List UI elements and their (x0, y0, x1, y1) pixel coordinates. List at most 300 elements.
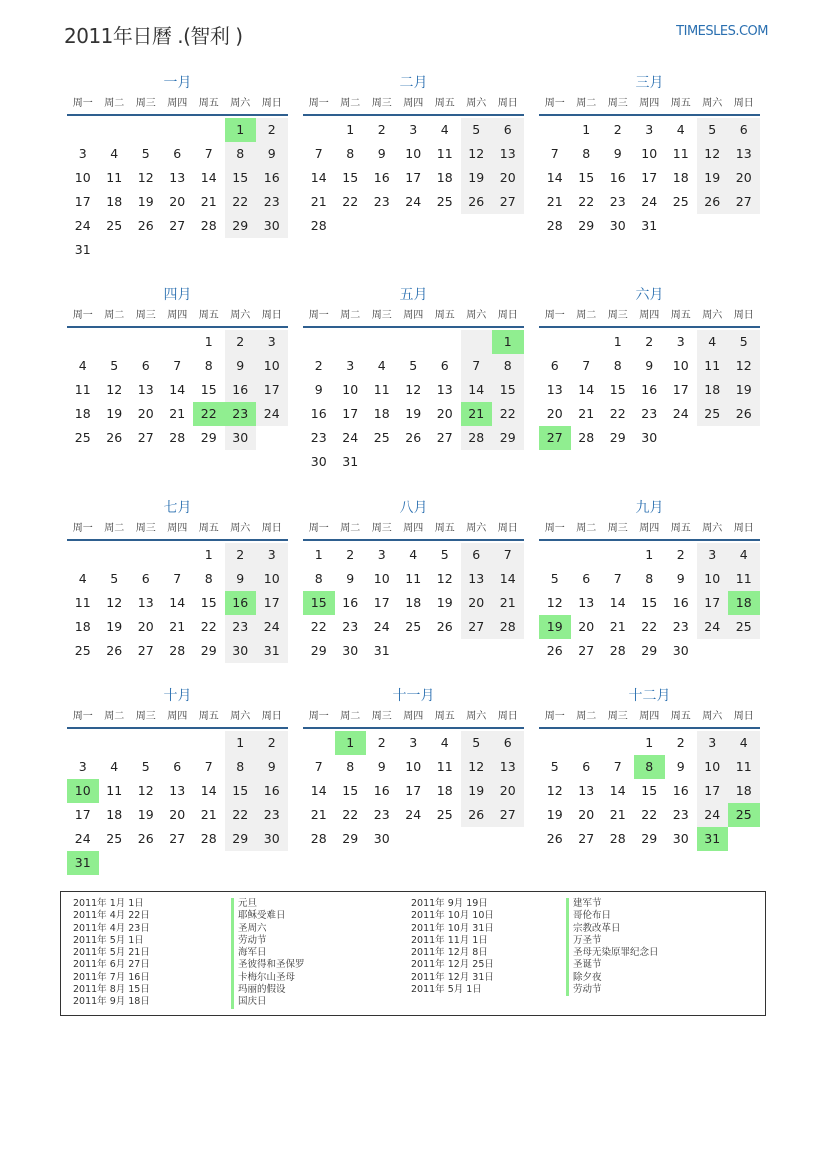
month-10 (67, 685, 288, 875)
day-cell: 19 (461, 779, 493, 803)
empty-cell (256, 238, 288, 262)
holiday-entry: 国庆日 (238, 996, 267, 1008)
holiday-entry: 2011年 10月 31日 (411, 922, 494, 934)
weekday-label: 周五 (670, 310, 691, 321)
empty-cell (225, 238, 257, 262)
weekday-label: 周二 (576, 711, 597, 722)
day-cell: 20 (578, 807, 595, 822)
empty-cell (429, 827, 461, 851)
day-cell: 22 (225, 803, 257, 827)
day-cell: 3 (78, 759, 87, 774)
empty-cell (429, 330, 461, 354)
empty-cell (99, 731, 131, 755)
day-cell: 30 (342, 643, 359, 658)
weekday-label: 周五 (434, 523, 455, 534)
day-cell: 21 (200, 807, 217, 822)
day-cell: 2 (645, 334, 654, 349)
empty-cell (225, 851, 257, 875)
day-cell: 3 (697, 731, 729, 755)
day-cell: 9 (377, 759, 386, 774)
day-cell: 19 (137, 807, 154, 822)
day-cell: 4 (110, 759, 119, 774)
day-cell: 3 (409, 122, 418, 137)
day-cell: 21 (169, 619, 186, 634)
empty-cell (193, 238, 225, 262)
day-cell: 20 (137, 619, 154, 634)
day-cell: 20 (546, 406, 563, 421)
day-cell: 26 (728, 402, 760, 426)
day-cell: 5 (461, 731, 493, 755)
weekday-label: 周二 (576, 98, 597, 109)
day-cell: 23 (641, 406, 658, 421)
weekday-label: 周一 (308, 523, 329, 534)
day-cell: 25 (728, 803, 760, 827)
day-cell: 21 (310, 807, 327, 822)
day-cell: 10 (67, 779, 99, 803)
day-cell: 8 (634, 755, 666, 779)
day-cell: 13 (137, 382, 154, 397)
day-cell: 1 (645, 735, 654, 750)
month-1 (67, 72, 288, 262)
day-cell: 23 (609, 194, 626, 209)
day-cell: 6 (728, 118, 760, 142)
empty-cell (335, 214, 367, 238)
empty-cell (366, 330, 398, 354)
day-cell: 29 (641, 643, 658, 658)
day-cell: 14 (169, 382, 186, 397)
empty-cell (67, 330, 99, 354)
empty-cell (398, 330, 430, 354)
weekday-label: 周一 (544, 310, 565, 321)
day-cell: 14 (609, 783, 626, 798)
day-cell: 21 (492, 591, 524, 615)
weekday-label: 周日 (261, 310, 282, 321)
day-cell: 17 (405, 783, 422, 798)
weekday-header (67, 707, 288, 729)
day-cell: 19 (697, 166, 729, 190)
weekday-label: 周二 (340, 523, 361, 534)
day-cell: 28 (609, 831, 626, 846)
day-cell: 18 (405, 595, 422, 610)
weekday-label: 周五 (198, 523, 219, 534)
weekday-label: 周四 (403, 523, 424, 534)
holiday-entry: 耶稣受难日 (238, 910, 286, 922)
weekday-label: 周一 (544, 98, 565, 109)
day-cell: 8 (492, 354, 524, 378)
day-cell: 23 (373, 807, 390, 822)
day-cell: 27 (169, 218, 186, 233)
weekday-label: 周一 (308, 310, 329, 321)
day-cell: 26 (461, 803, 493, 827)
day-cell: 19 (106, 619, 123, 634)
day-cell: 6 (440, 358, 449, 373)
day-grid (539, 543, 760, 663)
day-grid (67, 731, 288, 875)
day-cell: 2 (225, 543, 257, 567)
day-cell: 9 (676, 759, 685, 774)
day-cell: 9 (225, 567, 257, 591)
month-7 (67, 497, 288, 663)
day-cell: 17 (256, 591, 288, 615)
day-cell: 25 (106, 831, 123, 846)
holiday-entry: 圣母无染原罪纪念日 (573, 947, 659, 959)
empty-cell (602, 731, 634, 755)
day-cell: 31 (641, 218, 658, 233)
weekday-header (67, 306, 288, 328)
day-cell: 20 (492, 779, 524, 803)
holiday-entry: 宗教改革日 (573, 922, 621, 934)
day-cell: 14 (200, 170, 217, 185)
weekday-label: 周六 (230, 711, 251, 722)
day-cell: 27 (728, 190, 760, 214)
empty-cell (193, 118, 225, 142)
day-cell: 30 (641, 430, 658, 445)
day-cell: 24 (641, 194, 658, 209)
day-cell: 10 (74, 170, 91, 185)
day-cell: 24 (373, 619, 390, 634)
day-cell: 21 (609, 619, 626, 634)
day-cell: 18 (436, 783, 453, 798)
day-cell: 16 (225, 591, 257, 615)
weekday-header (67, 94, 288, 116)
day-cell: 5 (141, 759, 150, 774)
day-cell: 22 (193, 402, 225, 426)
day-cell: 26 (436, 619, 453, 634)
day-cell: 8 (582, 146, 591, 161)
day-cell: 20 (436, 406, 453, 421)
empty-cell (366, 450, 398, 474)
day-cell: 27 (492, 803, 524, 827)
day-cell: 24 (342, 430, 359, 445)
day-cell: 21 (310, 194, 327, 209)
day-cell: 30 (672, 643, 689, 658)
day-cell: 13 (436, 382, 453, 397)
holiday-names-col-1 (231, 898, 305, 1009)
day-cell: 25 (106, 218, 123, 233)
month-name: 九月 (635, 500, 664, 516)
day-cell: 29 (225, 827, 257, 851)
day-cell: 21 (200, 194, 217, 209)
day-cell: 31 (67, 851, 99, 875)
weekday-label: 周三 (135, 310, 156, 321)
day-grid (539, 118, 760, 238)
weekday-label: 周六 (466, 711, 487, 722)
weekday-label: 周一 (308, 711, 329, 722)
day-cell: 22 (641, 807, 658, 822)
empty-cell (99, 851, 131, 875)
empty-cell (539, 330, 571, 354)
day-cell: 9 (676, 571, 685, 586)
day-cell: 9 (377, 146, 386, 161)
day-cell: 13 (137, 595, 154, 610)
empty-cell (461, 639, 493, 663)
day-cell: 14 (578, 382, 595, 397)
month-name: 八月 (399, 500, 428, 516)
day-cell: 4 (440, 735, 449, 750)
day-cell: 27 (578, 831, 595, 846)
month-4 (67, 284, 288, 450)
day-cell: 20 (578, 619, 595, 634)
empty-cell (571, 330, 603, 354)
day-cell: 15 (342, 783, 359, 798)
day-cell: 19 (137, 194, 154, 209)
day-cell: 8 (346, 759, 355, 774)
weekday-label: 周五 (670, 711, 691, 722)
weekday-label: 周日 (261, 523, 282, 534)
day-cell: 3 (377, 547, 386, 562)
day-cell: 12 (405, 382, 422, 397)
day-cell: 1 (204, 334, 213, 349)
month-name: 二月 (399, 75, 428, 91)
weekday-label: 周六 (230, 523, 251, 534)
day-cell: 12 (436, 571, 453, 586)
day-cell: 18 (672, 170, 689, 185)
holiday-entry: 元旦 (238, 898, 258, 909)
day-cell: 8 (613, 358, 622, 373)
weekday-label: 周日 (497, 523, 518, 534)
empty-cell (429, 450, 461, 474)
day-cell: 16 (672, 783, 689, 798)
day-cell: 22 (225, 190, 257, 214)
day-cell: 3 (409, 735, 418, 750)
weekday-label: 周一 (72, 98, 93, 109)
day-cell: 16 (225, 378, 257, 402)
empty-cell (67, 731, 99, 755)
day-cell: 4 (377, 358, 386, 373)
day-cell: 24 (256, 402, 288, 426)
day-cell: 21 (578, 406, 595, 421)
day-cell: 18 (74, 619, 91, 634)
day-cell: 22 (200, 619, 217, 634)
day-cell: 9 (256, 755, 288, 779)
day-cell: 16 (373, 170, 390, 185)
empty-cell (539, 118, 571, 142)
day-cell: 25 (672, 194, 689, 209)
day-cell: 1 (613, 334, 622, 349)
day-cell: 3 (346, 358, 355, 373)
empty-cell (461, 450, 493, 474)
day-cell: 27 (461, 615, 493, 639)
day-cell: 30 (672, 831, 689, 846)
day-cell: 12 (461, 755, 493, 779)
day-cell: 21 (609, 807, 626, 822)
empty-cell (162, 851, 194, 875)
day-cell: 14 (546, 170, 563, 185)
empty-cell (539, 543, 571, 567)
day-cell: 29 (609, 430, 626, 445)
empty-cell (130, 851, 162, 875)
weekday-label: 周二 (340, 711, 361, 722)
holiday-entry: 2011年 12月 31日 (411, 971, 494, 983)
day-cell: 14 (461, 378, 493, 402)
day-cell: 20 (728, 166, 760, 190)
day-cell: 12 (728, 354, 760, 378)
day-cell: 15 (578, 170, 595, 185)
day-cell: 29 (578, 218, 595, 233)
day-cell: 27 (539, 426, 571, 450)
empty-cell (492, 214, 524, 238)
month-12 (539, 685, 760, 851)
day-cell: 23 (672, 619, 689, 634)
weekday-label: 周三 (135, 98, 156, 109)
holiday-entry: 海军日 (238, 947, 267, 959)
month-11 (303, 685, 524, 851)
day-cell: 11 (74, 595, 91, 610)
day-cell: 28 (310, 218, 327, 233)
weekday-label: 周日 (733, 310, 754, 321)
day-cell: 3 (256, 543, 288, 567)
empty-cell (697, 639, 729, 663)
weekday-label: 周四 (639, 523, 660, 534)
day-cell: 16 (672, 595, 689, 610)
day-cell: 18 (106, 194, 123, 209)
empty-cell (162, 330, 194, 354)
day-cell: 30 (310, 454, 327, 469)
day-cell: 30 (225, 426, 257, 450)
day-cell: 16 (310, 406, 327, 421)
day-cell: 15 (303, 591, 335, 615)
day-cell: 2 (613, 122, 622, 137)
day-cell: 28 (609, 643, 626, 658)
day-cell: 18 (728, 591, 760, 615)
day-cell: 26 (461, 190, 493, 214)
holiday-entry: 万圣节 (573, 934, 602, 946)
weekday-label: 周四 (167, 98, 188, 109)
day-cell: 27 (169, 831, 186, 846)
day-cell: 18 (728, 779, 760, 803)
day-cell: 10 (641, 146, 658, 161)
day-cell: 10 (405, 759, 422, 774)
day-cell: 13 (169, 170, 186, 185)
day-cell: 22 (578, 194, 595, 209)
day-cell: 26 (546, 831, 563, 846)
day-cell: 29 (310, 643, 327, 658)
day-cell: 8 (645, 571, 654, 586)
day-cell: 16 (373, 783, 390, 798)
day-cell: 3 (645, 122, 654, 137)
empty-cell (193, 731, 225, 755)
day-cell: 31 (373, 643, 390, 658)
empty-cell (256, 426, 288, 450)
day-cell: 11 (728, 755, 760, 779)
day-cell: 7 (550, 146, 559, 161)
day-cell: 29 (200, 430, 217, 445)
day-cell: 12 (697, 142, 729, 166)
day-cell: 25 (436, 807, 453, 822)
empty-cell (162, 118, 194, 142)
day-cell: 28 (461, 426, 493, 450)
weekday-label: 周一 (544, 523, 565, 534)
day-cell: 12 (137, 170, 154, 185)
empty-cell (193, 851, 225, 875)
day-cell: 22 (641, 619, 658, 634)
day-cell: 7 (173, 358, 182, 373)
day-cell: 28 (546, 218, 563, 233)
day-cell: 9 (256, 142, 288, 166)
weekday-label: 周三 (371, 310, 392, 321)
empty-cell (366, 214, 398, 238)
day-cell: 5 (550, 571, 559, 586)
weekday-label: 周四 (403, 310, 424, 321)
day-cell: 6 (492, 731, 524, 755)
day-cell: 25 (436, 194, 453, 209)
weekday-label: 周四 (403, 711, 424, 722)
day-cell: 23 (256, 190, 288, 214)
weekday-header (539, 519, 760, 541)
day-cell: 4 (409, 547, 418, 562)
day-cell: 5 (728, 330, 760, 354)
empty-cell (335, 330, 367, 354)
day-cell: 2 (225, 330, 257, 354)
day-cell: 14 (200, 783, 217, 798)
weekday-label: 周五 (434, 98, 455, 109)
day-cell: 5 (409, 358, 418, 373)
day-cell: 1 (492, 330, 524, 354)
day-cell: 22 (342, 807, 359, 822)
day-cell: 16 (256, 779, 288, 803)
day-cell: 3 (676, 334, 685, 349)
day-cell: 4 (728, 731, 760, 755)
weekday-label: 周二 (104, 98, 125, 109)
page-title: 2011年日曆 .(智利 ) (64, 24, 243, 48)
month-6 (539, 284, 760, 450)
holiday-entry: 劳动节 (573, 984, 602, 996)
day-grid (539, 731, 760, 851)
empty-cell (162, 543, 194, 567)
weekday-label: 周三 (607, 523, 628, 534)
day-cell: 10 (373, 571, 390, 586)
day-cell: 4 (697, 330, 729, 354)
empty-cell (398, 639, 430, 663)
day-cell: 25 (728, 615, 760, 639)
day-cell: 4 (676, 122, 685, 137)
empty-cell (492, 639, 524, 663)
day-cell: 9 (645, 358, 654, 373)
day-cell: 17 (641, 170, 658, 185)
day-cell: 5 (141, 146, 150, 161)
day-cell: 8 (225, 142, 257, 166)
day-cell: 13 (578, 783, 595, 798)
holiday-entry: 2011年 7月 16日 (73, 971, 150, 983)
day-cell: 23 (342, 619, 359, 634)
site-name[interactable]: TIMESLES.COM (676, 24, 768, 39)
weekday-label: 周日 (497, 310, 518, 321)
weekday-label: 周五 (670, 523, 691, 534)
day-cell: 1 (582, 122, 591, 137)
empty-cell (539, 731, 571, 755)
day-cell: 8 (225, 755, 257, 779)
holiday-entry: 哥伦布日 (573, 910, 612, 922)
holiday-list (60, 891, 766, 1016)
day-cell: 15 (609, 382, 626, 397)
day-cell: 10 (697, 567, 729, 591)
day-cell: 15 (200, 595, 217, 610)
day-cell: 16 (256, 166, 288, 190)
weekday-label: 周六 (702, 523, 723, 534)
day-cell: 24 (697, 615, 729, 639)
day-cell: 27 (137, 430, 154, 445)
day-cell: 13 (169, 783, 186, 798)
weekday-label: 周三 (371, 98, 392, 109)
day-cell: 2 (346, 547, 355, 562)
day-grid (539, 330, 760, 450)
day-cell: 25 (697, 402, 729, 426)
day-cell: 30 (609, 218, 626, 233)
day-cell: 8 (346, 146, 355, 161)
day-cell: 11 (373, 382, 390, 397)
day-cell: 12 (546, 595, 563, 610)
day-grid (303, 731, 524, 851)
